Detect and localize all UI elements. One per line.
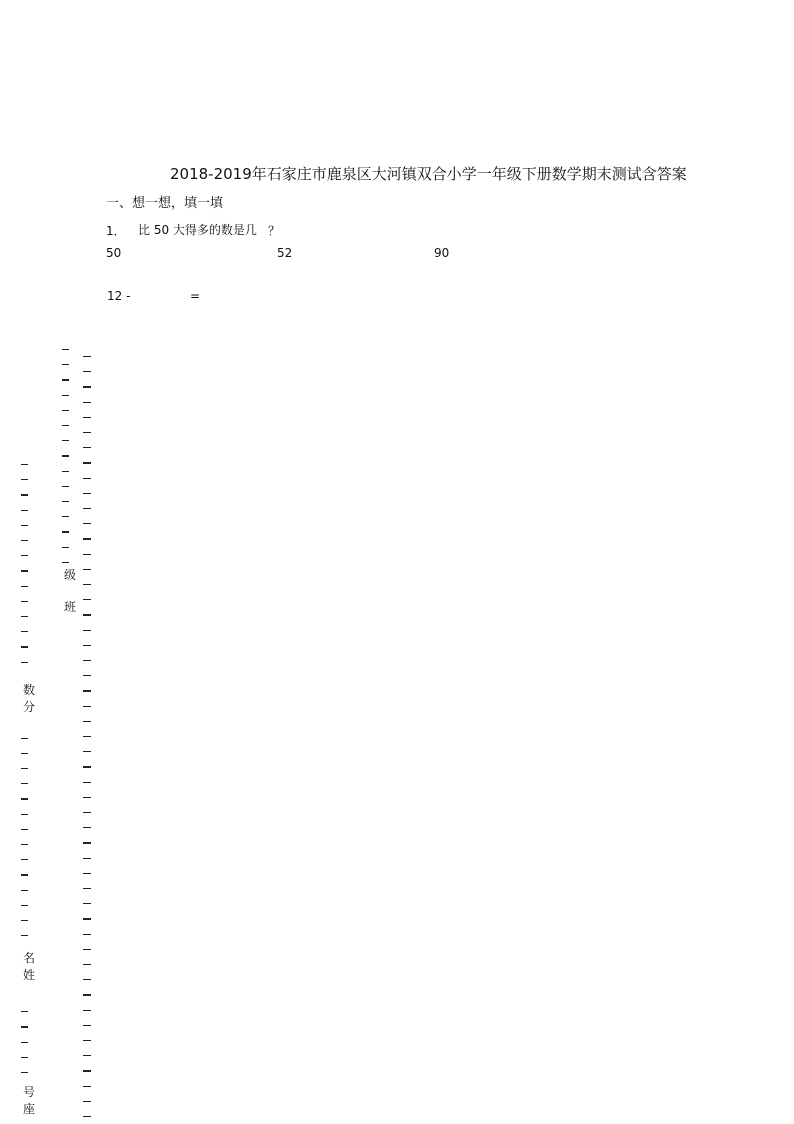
question-number: 1． [106,224,126,238]
binding-dash [83,554,91,555]
binding-dash [83,782,91,783]
binding-dash [21,874,28,875]
binding-dash [21,525,28,526]
binding-dash [83,888,91,889]
binding-dash [83,417,91,418]
binding-dash [62,425,69,426]
binding-dash [83,675,91,676]
binding-dash [83,1116,91,1117]
binding-dash [21,905,28,906]
binding-dash [83,858,91,859]
binding-dash [83,766,91,767]
binding-dash [83,994,91,995]
binding-dash [83,1025,91,1026]
binding-dash [21,798,28,799]
question-mark: ？ [268,224,281,238]
class-label-2: 班 [63,600,76,614]
binding-dash [21,753,28,754]
seat-label-2: 座 [22,1102,35,1116]
binding-dash [83,903,91,904]
binding-dash [21,1042,28,1043]
score-label-2: 分 [22,700,35,714]
binding-dash [21,935,28,936]
binding-dash [21,662,28,663]
option-2: 52 [277,246,293,260]
binding-dash [21,601,28,602]
binding-dash [83,812,91,813]
binding-dash [83,478,91,479]
binding-dash [83,523,91,524]
binding-dash [83,1040,91,1041]
binding-dash [21,494,28,495]
binding-dash [83,873,91,874]
binding-dash [83,918,91,919]
binding-dash [62,471,69,472]
score-label-1: 数 [22,683,35,697]
binding-dash [62,410,69,411]
binding-dash [83,538,91,539]
binding-dash [62,364,69,365]
binding-dash [83,386,91,387]
binding-dash [21,890,28,891]
binding-dash [21,768,28,769]
binding-dash [62,547,69,548]
binding-dash [83,1070,91,1071]
page-title: 2018-2019年石家庄市鹿泉区大河镇双合小学一年级下册数学期末测试含答案 [170,165,687,183]
binding-dash [83,447,91,448]
class-label-1: 级 [63,568,76,582]
binding-dash [83,706,91,707]
binding-dash [83,721,91,722]
binding-dash [21,510,28,511]
binding-dash [83,949,91,950]
binding-dash [83,964,91,965]
binding-dash [21,829,28,830]
binding-dash [83,736,91,737]
binding-dash [83,584,91,585]
binding-dash [83,934,91,935]
binding-dash [21,631,28,632]
binding-dash [21,570,28,571]
binding-dash [83,371,91,372]
binding-dash [83,508,91,509]
seat-label-1: 号 [22,1085,35,1099]
binding-dash [83,1101,91,1102]
binding-dash [21,540,28,541]
binding-dash [21,814,28,815]
binding-dash [21,920,28,921]
binding-dash [62,440,69,441]
binding-dash [21,1026,28,1027]
section-heading: 一、想一想，填一填 [106,196,224,211]
binding-dash [62,562,69,563]
binding-dash [83,402,91,403]
binding-dash [83,827,91,828]
binding-dash [83,462,91,463]
expression-equals: = [190,289,201,303]
binding-dash [83,599,91,600]
binding-dash [21,1011,28,1012]
binding-dash [83,1010,91,1011]
binding-dash [21,586,28,587]
binding-dash [83,842,91,843]
binding-dash [83,614,91,615]
binding-dash [21,859,28,860]
binding-dash [62,455,69,456]
binding-dash [62,501,69,502]
binding-dash [21,844,28,845]
binding-dash [21,1057,28,1058]
binding-dash [21,646,28,647]
question-text: 比 50 大得多的数是几 [138,223,257,237]
option-3: 90 [434,246,450,260]
binding-dash [83,645,91,646]
binding-dash [83,797,91,798]
binding-dash [83,630,91,631]
binding-dash [21,555,28,556]
binding-dash [62,379,69,380]
binding-dash [62,531,69,532]
option-1: 50 [106,246,122,260]
binding-dash [83,751,91,752]
binding-dash [83,660,91,661]
name-label-1: 名 [22,951,35,965]
binding-dash [62,349,69,350]
binding-dash [21,1072,28,1073]
binding-dash [21,479,28,480]
binding-dash [83,493,91,494]
binding-dash [83,569,91,570]
expression-left: 12 - [107,289,131,303]
binding-dash [83,979,91,980]
binding-dash [62,395,69,396]
binding-dash [83,356,91,357]
binding-dash [21,738,28,739]
binding-dash [83,1086,91,1087]
binding-dash [83,1055,91,1056]
binding-dash [62,516,69,517]
binding-dash [62,486,69,487]
binding-dash [21,464,28,465]
binding-dash [83,690,91,691]
binding-dash [21,616,28,617]
binding-dash [83,432,91,433]
binding-dash [21,783,28,784]
name-label-2: 姓 [22,968,35,982]
